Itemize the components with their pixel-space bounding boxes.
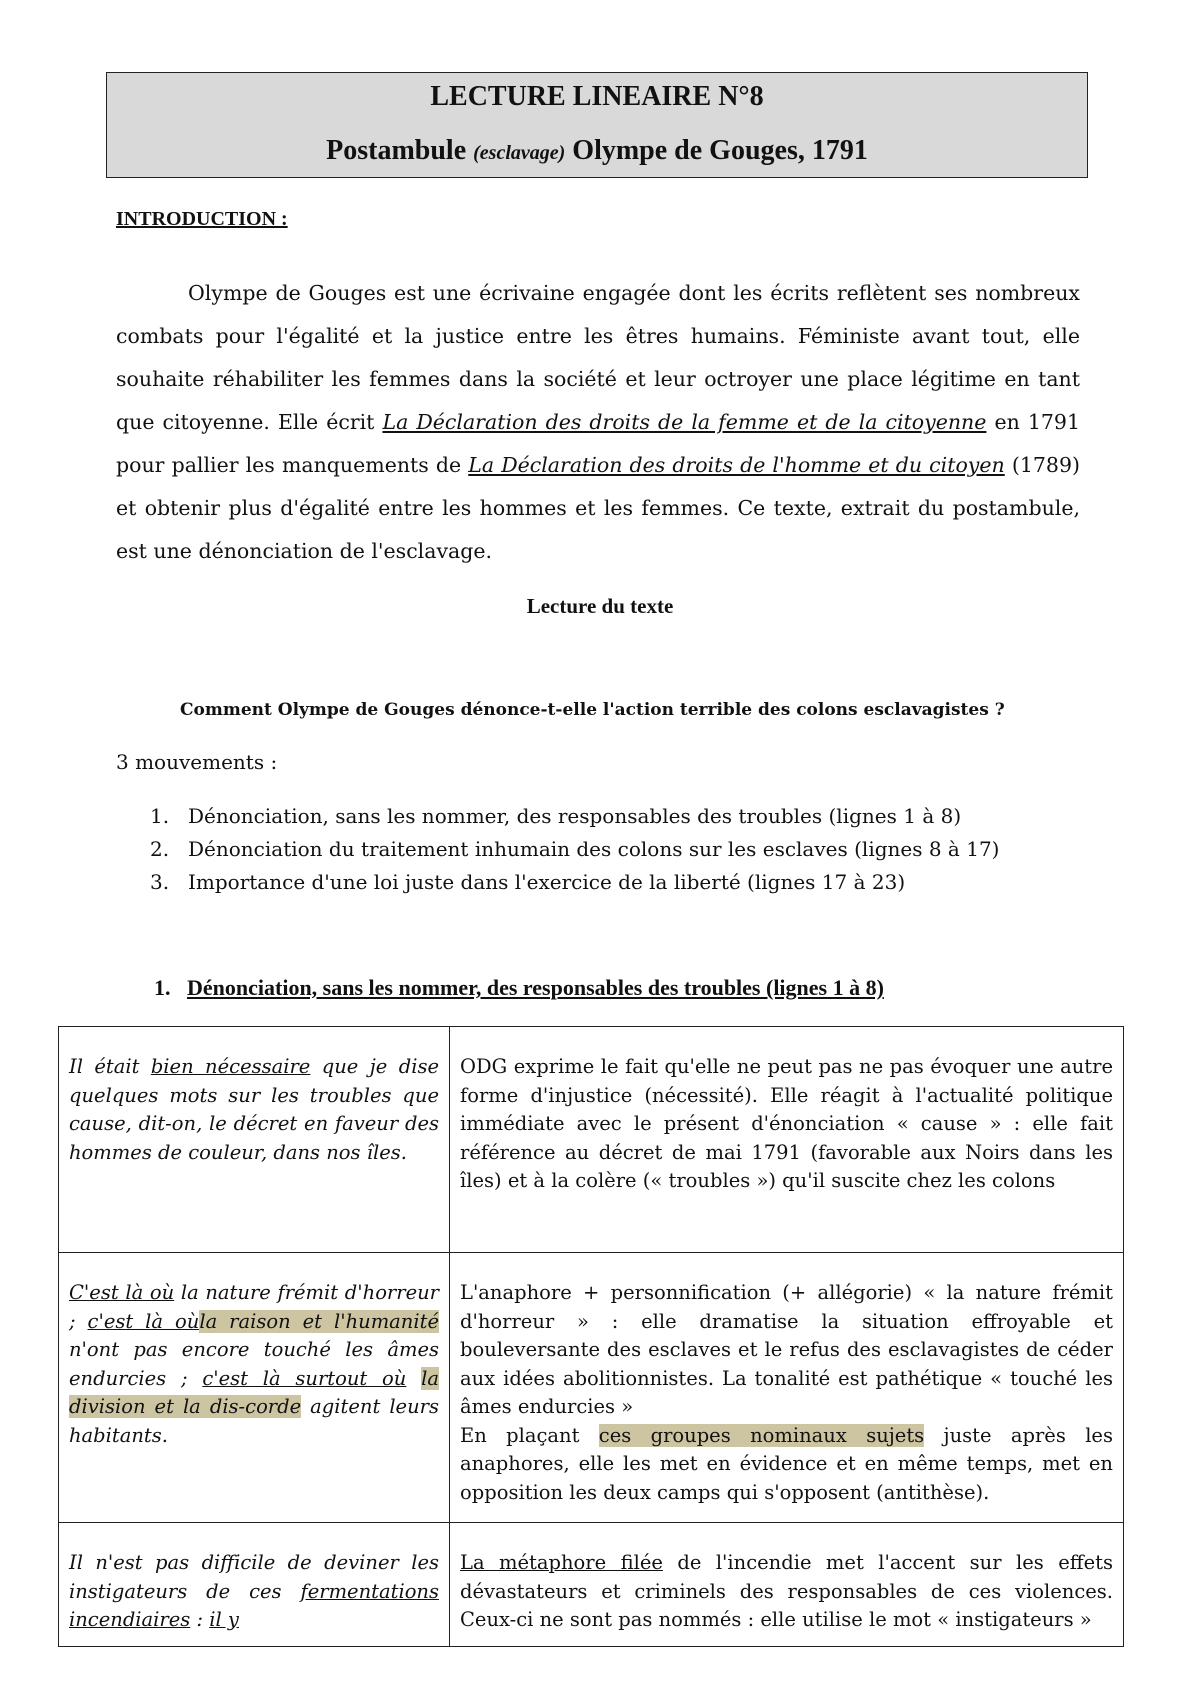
analysis-text: juste après les anaphores, elle les met en évidence et en même temps, met en opposition les deux camps qui s'opposent (antithèse). [460, 1423, 1113, 1504]
intro-text-1: Olympe de Gouges est une écrivaine engagée dont les écrits reflètent ses nombreux combats pour l'égalité et la justice entre les êtres humains. Féministe avant tout, elle souhaite réhabiliter les femmes dans la société et leur octroyer une place légitime en tant que citoyenne. Elle écrit [116, 281, 1080, 434]
work-title-homme: La Déclaration des droits de l'homme et du citoyen [468, 453, 1005, 477]
quote-text: agitent leurs habitants. [69, 1395, 439, 1447]
analysis-text: ODG exprime le fait qu'elle ne peut pas ne pas évoquer une autre forme d'injustice (nécessité). Elle réagit à l'actualité politique immédiate avec le présent d'énonciation « cause » : elle fait référence au décret de mai 1791 (favorable aux Noirs dans les îles) et à la colère (« troubles ») qu'il suscite chez les colons [460, 1055, 1113, 1192]
intro-text-2: en 1791 pour pallier les manquements de [116, 410, 1080, 477]
analysis-cell [450, 1523, 1124, 1647]
quote-text: Il n'est pas difficile de deviner les instigateurs de ces [69, 1551, 439, 1603]
list-item [150, 800, 999, 833]
section-heading [154, 975, 884, 1001]
movements-list [150, 800, 999, 899]
table-row [59, 1253, 1124, 1523]
intro-paragraph [116, 272, 1080, 573]
quote-text [406, 1367, 421, 1390]
list-item [150, 833, 999, 866]
problematique: Comment Olympe de Gouges dénonce-t-elle l'action terrible des colons esclavagistes ? [180, 700, 1005, 720]
section-title: Dénonciation, sans les nommer, des responsables des troubles (lignes 1 à 8) [187, 975, 884, 1000]
analysis-text: En plaçant [460, 1423, 599, 1447]
doc-subtitle [107, 135, 1087, 167]
list-text: Importance d'une loi juste dans l'exercice de la liberté (lignes 17 à 23) [188, 870, 906, 894]
analysis-underlined: La métaphore filée [460, 1551, 663, 1574]
section-number: 1. [154, 975, 171, 1000]
intro-heading: INTRODUCTION : [116, 208, 288, 230]
subtitle-rest: Olympe de Gouges, 1791 [572, 135, 868, 166]
list-item [150, 866, 999, 899]
quote-highlight: la raison et l'humanité [199, 1309, 439, 1333]
subtitle-paren: (esclavage) [473, 142, 566, 164]
quote-text: n'ont pas encore touché les âmes endurcies ; [69, 1338, 439, 1390]
work-title-femme: La Déclaration des droits de la femme et de la citoyenne [382, 410, 987, 434]
analysis-text: L'anaphore + personnification (+ allégorie) « la nature frémit d'horreur » : elle dramatise la situation effroyable et bouleversante des esclaves et le refus des esclavagistes de céder aux idées abolitionnistes. La tonalité est pathétique « touché les âmes endurcies » [460, 1281, 1113, 1418]
quote-cell [59, 1027, 450, 1253]
list-text: Dénonciation, sans les nommer, des responsables des troubles (lignes 1 à 8) [188, 804, 962, 828]
lecture-heading: Lecture du texte [526, 594, 674, 618]
analysis-text: de l'incendie met l'accent sur les effets dévastateurs et criminels des responsables de ces violences. Ceux-ci ne sont pas nommés : elle utilise le mot « instigateurs » [460, 1551, 1113, 1631]
list-number: 3. [150, 870, 170, 894]
table-row [59, 1027, 1124, 1253]
table-row [59, 1523, 1124, 1647]
doc-title: LECTURE LINEAIRE N°8 [430, 81, 764, 112]
quote-underlined: fermentations incendiaires [69, 1579, 439, 1631]
quote-underlined: bien nécessaire [150, 1055, 311, 1078]
list-number: 2. [150, 837, 170, 861]
analysis-cell [450, 1027, 1124, 1253]
subtitle-main: Postambule [326, 135, 467, 166]
movements-label: 3 mouvements : [116, 750, 278, 774]
quote-underlined: il y [209, 1608, 239, 1631]
intro-text-3: (1789) et obtenir plus d'égalité entre les hommes et les femmes. Ce texte, extrait du postambule, est une dénonciation de l'esclavage. [116, 453, 1080, 563]
quote-text: Il était [69, 1055, 151, 1078]
quote-underlined: c'est là où [87, 1309, 200, 1333]
title-box [106, 72, 1088, 178]
list-number: 1. [150, 804, 170, 828]
quote-highlight: la division et la dis-corde [69, 1366, 440, 1418]
list-text: Dénonciation du traitement inhumain des colons sur les esclaves (lignes 8 à 17) [188, 837, 1000, 861]
quote-cell [59, 1523, 450, 1647]
quote-text: que je dise quelques mots sur les troubles que cause, dit-on, le décret en faveur des hommes de couleur, dans nos îles. [69, 1055, 439, 1164]
quote-underlined: c'est là surtout où [202, 1366, 407, 1390]
analysis-table [58, 1026, 1124, 1647]
quote-text: : [190, 1608, 210, 1631]
analysis-cell [450, 1253, 1124, 1523]
quote-cell [59, 1253, 450, 1523]
quote-text: la nature frémit d'horreur ; [69, 1281, 439, 1333]
analysis-highlight: ces groupes nominaux sujets [598, 1423, 925, 1447]
quote-underlined: C'est là où [69, 1281, 175, 1304]
